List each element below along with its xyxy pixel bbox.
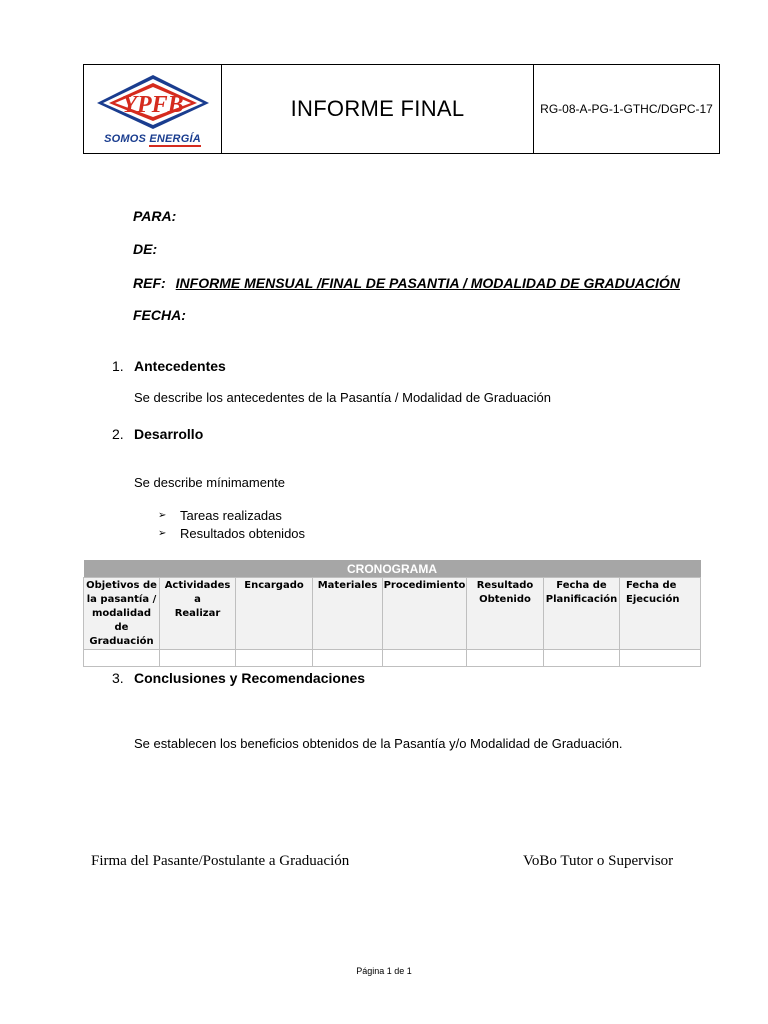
signature-pasante: Firma del Pasante/Postulante a Graduación [91, 853, 350, 869]
column-header-objetivos [84, 578, 160, 650]
arrow-bullet-icon: ➢ [158, 528, 167, 539]
column-header-actividades [160, 578, 236, 650]
logo-cell [84, 65, 222, 153]
document-header [83, 64, 720, 154]
table-cell[interactable] [544, 650, 620, 667]
header-line: Encargado [244, 580, 304, 591]
header-line: Obtenido [479, 594, 531, 605]
header-line: Fecha de [556, 580, 607, 591]
ref-label: REF: [133, 275, 166, 291]
logo-tagline [104, 133, 201, 145]
code-cell [534, 65, 719, 153]
header-line: Planificación [545, 594, 618, 605]
header-line: Resultado [476, 580, 534, 591]
header-line: Realizar [174, 608, 221, 619]
table-cell[interactable] [84, 650, 160, 667]
column-header-fecha-planificacion [544, 578, 620, 650]
table-cell[interactable] [467, 650, 544, 667]
header-line: la pasantía / [86, 594, 157, 605]
title-cell [222, 65, 534, 153]
header-line: Actividades a [164, 580, 231, 605]
table-cell[interactable] [620, 650, 701, 667]
section-title-desarrollo: Desarrollo [134, 426, 204, 442]
document-code: RG-08-A-PG-1-GTHC/DGPC-17 [540, 102, 713, 116]
logo-wordmark: YPFB [121, 92, 184, 118]
section-title-conclusiones: Conclusiones y Recomendaciones [134, 670, 366, 686]
header-line: de [114, 622, 129, 633]
section-text-conclusiones: Se establecen los beneficios obtenidos de la Pasantía y/o Modalidad de Graduación. [134, 736, 623, 751]
table-cell[interactable] [313, 650, 383, 667]
bullet-label: Resultados obtenidos [180, 526, 306, 541]
header-line: Procedimiento [383, 580, 466, 591]
table-cell[interactable] [160, 650, 236, 667]
field-ref [133, 275, 680, 291]
header-line: Fecha de [626, 580, 677, 591]
header-line: Materiales [317, 580, 378, 591]
bullet-item [158, 526, 305, 541]
bullet-label: Tareas realizadas [180, 508, 282, 523]
logo-tagline-part2: ENERGÍA [149, 133, 201, 145]
column-header-resultado [467, 578, 544, 650]
arrow-bullet-icon: ➢ [158, 510, 167, 521]
section-number: 3. [112, 670, 124, 686]
bullet-item [158, 508, 282, 523]
header-line: Objetivos de [86, 580, 157, 591]
field-fecha: FECHA: [133, 307, 186, 323]
document-title: INFORME FINAL [290, 96, 465, 121]
section-text-antecedentes: Se describe los antecedentes de la Pasantía / Modalidad de Graduación [134, 390, 551, 405]
section-number: 2. [112, 426, 124, 442]
signature-tutor: VoBo Tutor o Supervisor [523, 853, 674, 869]
table-title: CRONOGRAMA [84, 560, 701, 578]
header-line: Ejecución [626, 594, 680, 605]
column-header-procedimiento [383, 578, 467, 650]
field-de: DE: [133, 241, 158, 257]
section-title-antecedentes: Antecedentes [134, 358, 226, 374]
section-number: 1. [112, 358, 124, 374]
logo-tagline-part1: SOMOS [104, 133, 150, 145]
column-header-encargado [236, 578, 313, 650]
table-header-row [84, 578, 701, 650]
field-para: PARA: [133, 208, 177, 224]
ypfb-logo-icon [95, 73, 211, 131]
column-header-fecha-ejecucion [620, 578, 701, 650]
ref-value: INFORME MENSUAL /FINAL DE PASANTIA / MODALIDAD DE GRADUACIÓN [175, 275, 680, 291]
header-line: modalidad [91, 608, 152, 619]
table-row [84, 650, 701, 667]
header-line: Graduación [89, 636, 154, 647]
table-cell[interactable] [236, 650, 313, 667]
section-text-desarrollo: Se describe mínimamente [134, 475, 286, 490]
cronograma-table [83, 560, 701, 667]
column-header-materiales [313, 578, 383, 650]
page-number: Página 1 de 1 [356, 966, 412, 976]
table-cell[interactable] [383, 650, 467, 667]
